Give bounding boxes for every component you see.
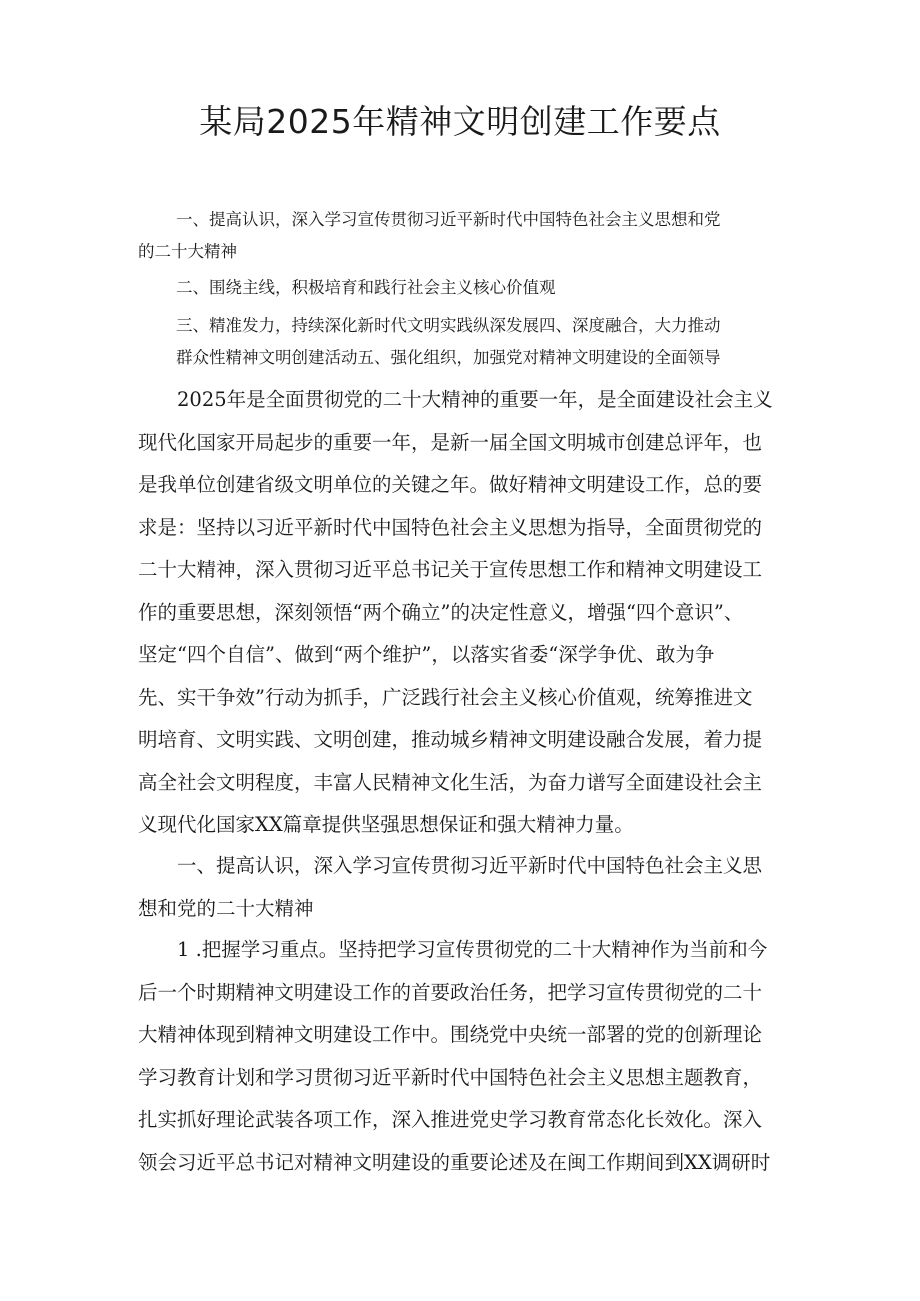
paragraph-line: 先、实干争效”行动为抓手，广泛践行社会主义核心价值观，统筹推进文 bbox=[138, 685, 753, 709]
paragraph-line: 现代化国家开局起步的重要一年，是新一届全国文明城市创建总评年，也 bbox=[138, 430, 763, 454]
paragraph-line: 1 .把握学习重点。坚持把学习宣传贯彻党的二十大精神作为当前和今 bbox=[177, 938, 768, 961]
page-title: 某局2025年精神文明创建工作要点 bbox=[199, 102, 721, 141]
intro-paragraph bbox=[138, 379, 788, 847]
paragraph-line: 大精神体现到精神文明建设工作中。围绕党中央统一部署的党的创新理论 bbox=[138, 1023, 763, 1046]
toc-item-1-line-2: 的二十大精神 bbox=[138, 242, 237, 261]
paragraph-line: 后一个时期精神文明建设工作的首要政治任务，把学习宣传贯彻党的二十 bbox=[138, 980, 763, 1004]
section-1-item-1 bbox=[138, 929, 788, 1184]
paragraph-line: 坚定“四个自信”、做到“两个维护”，以落实省委“深学争优、敢为争 bbox=[138, 643, 715, 666]
paragraph-line: 义现代化国家XX篇章提供坚强思想保证和强大精神力量。 bbox=[138, 813, 634, 836]
paragraph-line: 是我单位创建省级文明单位的关键之年。做好精神文明建设工作，总的要 bbox=[138, 473, 763, 496]
heading-line: 一、提高认识，深入学习宣传贯彻习近平新时代中国特色社会主义思 bbox=[177, 854, 763, 877]
toc-item-3-line-2: 群众性精神文明创建活动五、强化组织，加强党对精神文明建设的全面领导 bbox=[176, 348, 721, 367]
paragraph-line: 求是：坚持以习近平新时代中国特色社会主义思想为指导，全面贯彻党的 bbox=[138, 515, 763, 539]
toc-item-2: 二、围绕主线，积极培育和践行社会主义核心价值观 bbox=[176, 278, 556, 297]
toc-item-3 bbox=[138, 310, 798, 374]
paragraph-line: 明培育、文明实践、文明创建，推动城乡精神文明建设融合发展，着力提 bbox=[138, 728, 763, 751]
heading-line: 想和党的二十大精神 bbox=[138, 896, 314, 920]
section-1-heading bbox=[138, 845, 788, 930]
toc-item-1 bbox=[138, 204, 798, 268]
paragraph-line: 2025年是全面贯彻党的二十大精神的重要一年，是全面建设社会主义 bbox=[177, 388, 773, 411]
paragraph-line: 高全社会文明程度，丰富人民精神文化生活，为奋力谱写全面建设社会主 bbox=[138, 770, 763, 794]
toc-item-3-line-1: 三、精准发力，持续深化新时代文明实践纵深发展四、深度融合，大力推动 bbox=[176, 316, 721, 335]
paragraph-line: 二十大精神，深入贯彻习近平总书记关于宣传思想工作和精神文明建设工 bbox=[138, 558, 763, 581]
paragraph-line: 学习教育计划和学习贯彻习近平新时代中国特色社会主义思想主题教育， bbox=[138, 1065, 763, 1089]
paragraph-line: 作的重要思想，深刻领悟“两个确立”的决定性意义，增强“四个意识”、 bbox=[138, 600, 744, 624]
paragraph-line: 领会习近平总书记对精神文明建设的重要论述及在闽工作期间到XX调研时 bbox=[138, 1150, 771, 1174]
paragraph-line: 扎实抓好理论武装各项工作，深入推进党史学习教育常态化长效化。深入 bbox=[138, 1108, 763, 1131]
toc-item-1-line-1: 一、提高认识，深入学习宣传贯彻习近平新时代中国特色社会主义思想和党 bbox=[176, 210, 721, 229]
